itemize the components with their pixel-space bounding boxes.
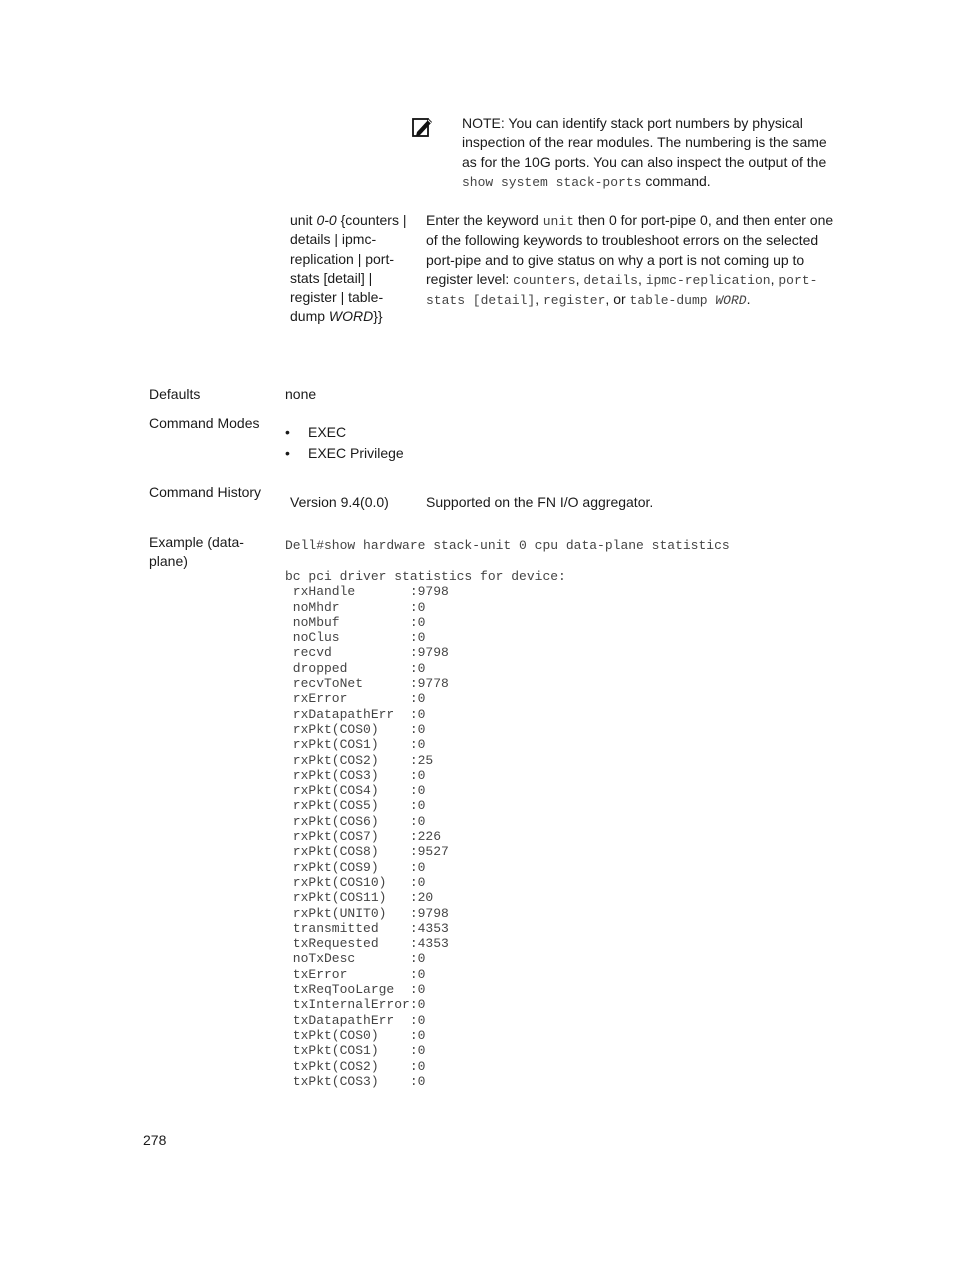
desc-code: details	[583, 272, 638, 288]
bullet: •	[285, 424, 290, 440]
command-mode-text: EXEC Privilege	[308, 445, 404, 461]
output-row	[285, 844, 449, 859]
output-row	[285, 814, 425, 829]
output-key: rxPkt(COS8)	[285, 844, 410, 860]
output-key: txPkt(COS1)	[285, 1043, 410, 1059]
output-row	[285, 691, 425, 706]
output-value: :0	[409, 1073, 426, 1089]
command-mode-text: EXEC	[308, 424, 347, 440]
output-key: txRequested	[285, 936, 410, 952]
output-value: :9798	[409, 584, 449, 600]
output-key: rxPkt(COS3)	[285, 767, 410, 783]
command-modes-list	[285, 422, 404, 464]
output-row	[285, 737, 425, 752]
output-row	[285, 1013, 425, 1028]
command-mode-item	[285, 422, 404, 443]
example-output	[285, 569, 566, 1089]
output-value: :0	[409, 767, 426, 783]
output-key: dropped	[285, 660, 410, 676]
output-row	[285, 753, 433, 768]
output-key: rxPkt(COS7)	[285, 829, 410, 845]
note-label: NOTE:	[462, 115, 505, 131]
parameter-name-part: 0-0	[316, 212, 337, 228]
desc-code: port-stats [detail]	[426, 272, 818, 309]
output-key: rxPkt(COS5)	[285, 798, 410, 814]
output-row	[285, 661, 425, 676]
desc-code: unit	[542, 214, 574, 229]
desc-sep: ,	[637, 270, 646, 287]
output-value: :0	[409, 691, 426, 707]
output-value: :0	[409, 982, 426, 998]
output-row	[285, 645, 449, 660]
output-key: rxPkt(COS4)	[285, 783, 410, 799]
output-row	[285, 798, 425, 813]
output-row	[285, 722, 425, 737]
output-key: noClus	[285, 630, 410, 646]
example-command: Dell#show hardware stack-unit 0 cpu data-plane statistics	[285, 538, 730, 553]
desc-sep: , or	[605, 291, 630, 308]
output-row	[285, 1028, 425, 1043]
output-row	[285, 615, 425, 630]
output-key: txError	[285, 966, 410, 982]
output-value: :0	[409, 737, 426, 753]
output-value: :20	[409, 890, 434, 906]
output-row	[285, 829, 441, 844]
output-row	[285, 676, 449, 691]
output-row	[285, 1074, 425, 1089]
output-key: rxPkt(UNIT0)	[285, 905, 410, 921]
output-key: transmitted	[285, 920, 410, 936]
output-key: rxDatapathErr	[285, 706, 410, 722]
output-value: :9798	[409, 905, 449, 921]
output-key: rxPkt(COS11)	[285, 890, 410, 906]
output-value: :0	[409, 630, 426, 646]
output-key: txReqTooLarge	[285, 982, 410, 998]
defaults-value: none	[285, 386, 317, 402]
parameter-description	[426, 211, 834, 310]
parameter-name-part: }}	[373, 308, 383, 325]
command-history-label: Command History	[149, 484, 262, 500]
parameter-name-part: unit	[290, 212, 317, 228]
output-value: :0	[409, 1058, 426, 1074]
output-key: rxPkt(COS0)	[285, 721, 410, 737]
output-value: :0	[409, 951, 426, 967]
output-value: :0	[409, 599, 426, 615]
desc-code: table-dump	[629, 293, 716, 309]
output-row	[285, 875, 425, 890]
output-key: txInternalError	[285, 997, 410, 1013]
output-row	[285, 921, 449, 936]
output-key: txPkt(COS0)	[285, 1027, 410, 1043]
output-row	[285, 982, 425, 997]
output-value: :0	[409, 966, 426, 982]
output-key: rxPkt(COS10)	[285, 874, 410, 890]
output-row	[285, 768, 425, 783]
desc-text: Enter the keyword	[426, 212, 543, 228]
output-key: rxPkt(COS9)	[285, 859, 410, 875]
history-description: Supported on the FN I/O aggregator.	[426, 494, 654, 510]
output-value: :0	[409, 1043, 426, 1059]
output-row	[285, 783, 425, 798]
output-row	[285, 997, 425, 1012]
bullet: •	[285, 445, 290, 461]
note-code: show system stack-ports	[462, 174, 642, 190]
output-key: txPkt(COS3)	[285, 1073, 410, 1089]
output-row	[285, 584, 449, 599]
desc-code: register	[543, 293, 606, 309]
history-version: Version 9.4(0.0)	[290, 494, 389, 510]
output-key: txDatapathErr	[285, 1012, 410, 1028]
output-value: :0	[409, 706, 426, 722]
desc-code: counters	[513, 272, 576, 288]
output-value: :0	[409, 874, 426, 890]
output-key: rxHandle	[285, 584, 410, 600]
desc-sep: ,	[535, 291, 543, 308]
output-row	[285, 951, 425, 966]
output-value: :0	[409, 721, 426, 737]
note-pencil-icon	[412, 116, 434, 138]
desc-sep: ,	[770, 270, 779, 287]
output-key: rxPkt(COS6)	[285, 813, 410, 829]
output-row	[285, 906, 449, 921]
output-value: :0	[409, 813, 426, 829]
output-value: :0	[409, 1027, 426, 1043]
output-key: noTxDesc	[285, 951, 410, 967]
defaults-label: Defaults	[149, 386, 201, 402]
output-value: :0	[409, 660, 426, 676]
output-value: :0	[409, 1012, 426, 1028]
output-row	[285, 936, 449, 951]
page-number: 278	[143, 1132, 167, 1148]
output-value: :4353	[409, 936, 449, 952]
command-mode-item	[285, 443, 404, 464]
output-value: :9778	[409, 676, 449, 692]
command-modes-label: Command Modes	[149, 415, 260, 431]
output-value: :226	[409, 829, 442, 845]
parameter-name-part: WORD	[328, 308, 374, 325]
note-text	[462, 114, 834, 192]
output-value: :0	[409, 859, 426, 875]
output-value: :0	[409, 997, 426, 1013]
output-value: :0	[409, 798, 426, 814]
output-key: noMbuf	[285, 614, 410, 630]
output-row	[285, 1043, 425, 1058]
desc-sep: .	[746, 291, 751, 308]
output-row	[285, 600, 425, 615]
desc-sep: ,	[575, 270, 584, 287]
output-key: rxPkt(COS2)	[285, 752, 410, 768]
parameter-name-part: {counters | details | ipmc-replication | port-stats [detail] | register | table-dump	[290, 212, 407, 325]
note-body-1: You can identify stack port numbers by physical inspection of the rear modules. The numbering is the same as for the 10G ports. You can also inspect the output of the	[462, 115, 827, 170]
output-row	[285, 1059, 425, 1074]
output-key: rxError	[285, 691, 410, 707]
desc-code: ipmc-replication	[645, 272, 771, 288]
output-key: rxPkt(COS1)	[285, 737, 410, 753]
output-value: :9527	[409, 844, 449, 860]
output-value: :0	[409, 783, 426, 799]
output-key: txPkt(COS2)	[285, 1058, 410, 1074]
output-value: :25	[409, 752, 434, 768]
output-row	[285, 860, 425, 875]
output-row	[285, 707, 425, 722]
desc-code-italic: WORD	[715, 293, 747, 309]
output-key: recvd	[285, 645, 410, 661]
parameter-name	[290, 211, 410, 327]
output-value: :9798	[409, 645, 449, 661]
output-row	[285, 630, 425, 645]
output-row	[285, 890, 433, 905]
note-body-2: command.	[641, 172, 711, 189]
output-value: :4353	[409, 920, 449, 936]
desc-text: then 0 for port-pipe 0, and then enter one of the following keywords to troubleshoot errors on the selected port-pipe and to give status on why a port is not coming up to register level:	[426, 212, 834, 287]
output-row	[285, 967, 425, 982]
output-value: :0	[409, 614, 426, 630]
output-key: noMhdr	[285, 599, 410, 615]
output-header: bc pci driver statistics for device:	[285, 569, 566, 584]
output-key: recvToNet	[285, 676, 410, 692]
example-label: Example (data-plane)	[149, 534, 244, 570]
